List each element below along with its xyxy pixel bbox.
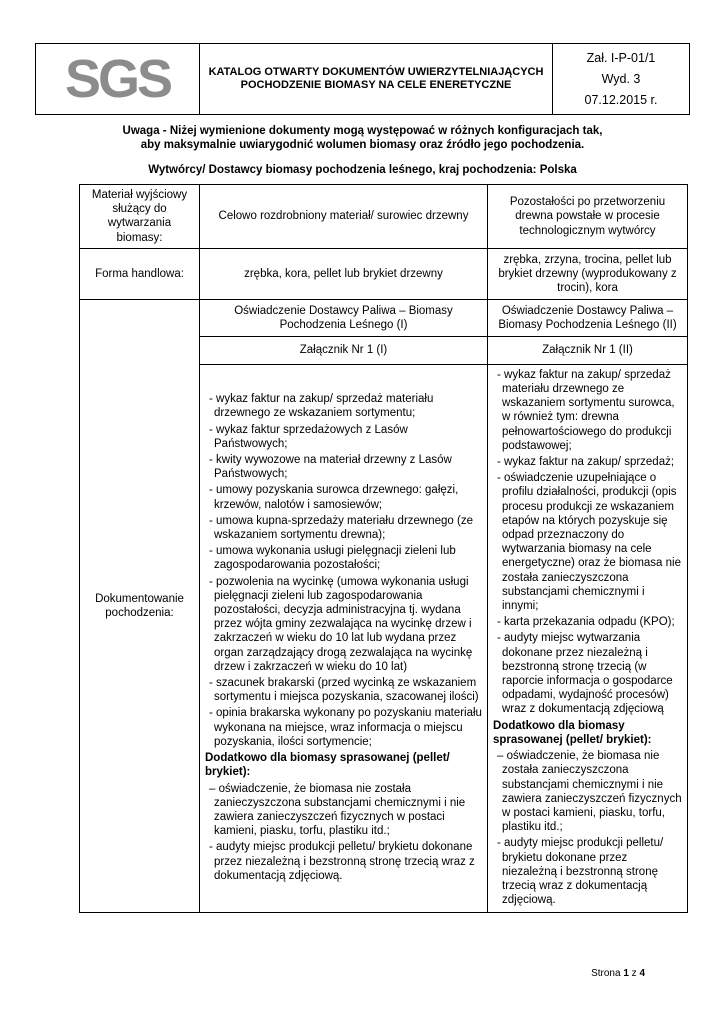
list-item: - wykaz faktur sprzedażowych z Lasów Państwowych;	[209, 423, 408, 450]
page-current: 1	[623, 968, 629, 979]
note-line-2: aby maksymalnie uwiarygodnić wolumen biomasy oraz źródło jego pochodzenia.	[140, 139, 585, 151]
document-sublist	[205, 782, 482, 883]
list-item: - audyty miejsc produkcji pelletu/ brykietu dokonane przez niezależną i bezstronną stronę trzecią wraz z dokumentacją zdjęciową.	[209, 841, 475, 882]
page-number	[591, 968, 645, 979]
document-list	[205, 392, 482, 749]
list-item: - wykaz faktur na zakup/ sprzedaż;	[497, 456, 675, 469]
document-sublist	[493, 749, 682, 907]
note	[40, 124, 685, 152]
list-item: - wykaz faktur na zakup/ sprzedaż materiału drzewnego ze wskazaniem sortymentu surowca, w również tym: drewna pełnowartościowego do produkcji podstawowej;	[497, 368, 675, 452]
list-item: - szacunek brakarski (przed wycinką ze wskazaniem sortymentu i miejsca pozyskania, szacowanej ilości)	[209, 677, 479, 704]
table-row	[80, 299, 688, 336]
list-item: – oświadczenie, że biomasa nie została zanieczyszczona substancjami chemicznymi i nie zawiera zanieczyszczeń fizycznych w postaci kamieni, piasku, torfu, plastiku itd.;	[497, 750, 682, 834]
list-item: - umowa kupna-sprzedaży materiału drzewnego (ze wskazaniem sortymentu drewna);	[209, 514, 473, 542]
table-row	[80, 248, 688, 299]
document-meta	[553, 44, 689, 114]
document-date: 07.12.2015 r.	[584, 93, 658, 108]
annex-cell: Załącznik Nr 1 (II)	[488, 336, 688, 364]
sgs-logo: SGS	[64, 49, 171, 109]
table-cell: zrębka, kora, pellet lub brykiet drzewny	[200, 248, 488, 299]
document-ref: Zał. I-P-01/1	[586, 50, 656, 65]
list-item: - wykaz faktur na zakup/ sprzedaż materiału drzewnego ze wskazaniem sortymentu;	[209, 393, 434, 420]
page-prefix: Strona	[591, 968, 621, 979]
documents-table	[79, 184, 688, 913]
list-item: - umowa wykonania usługi pielęgnacji zieleni lub zagospodarowania pozostałości;	[209, 545, 456, 572]
note-line-1: Uwaga - Niżej wymienione dokumenty mogą występować w różnych konfiguracjach tak,	[122, 125, 603, 137]
document-edition: Wyd. 3	[601, 71, 641, 86]
annex-cell: Załącznik Nr 1 (I)	[200, 336, 488, 364]
declaration-cell: Oświadczenie Dostawcy Paliwa – Biomasy Pochodzenia Leśnego (II)	[488, 299, 688, 336]
row-label: Forma handlowa:	[80, 248, 200, 299]
documents-list-cell	[200, 364, 488, 913]
subtitle: Wytwórcy/ Dostawcy biomasy pochodzenia leśnego, kraj pochodzenia: Polska	[148, 164, 577, 176]
subsection-heading: Dodatkowo dla biomasy sprasowanej (pellet/ brykiet):	[493, 719, 652, 746]
subsection-heading: Dodatkowo dla biomasy sprasowanej (pellet/ brykiet):	[205, 752, 450, 779]
list-item: - audyty miejsc wytwarzania dokonane przez niezależną i bezstronną stronę trzecią (w raporcie informacja o gospodarce odpadami, wydajność procesów) wraz z dokumentacją zdjęciową	[497, 632, 673, 716]
row-label: Dokumentowanie pochodzenia:	[80, 299, 200, 913]
list-item: - audyty miejsc produkcji pelletu/ brykietu dokonane przez niezależną i bezstronną stronę trzecią wraz z dokumentacją zdjęciową.	[497, 837, 664, 907]
logo-cell	[36, 44, 200, 114]
list-item: - kwity wywozowe na materiał drzewny z Lasów Państwowych;	[209, 454, 452, 481]
declaration-cell: Oświadczenie Dostawcy Paliwa – Biomasy Pochodzenia Leśnego (I)	[200, 299, 488, 336]
table-row	[80, 185, 688, 249]
document-list	[493, 368, 682, 717]
page-total: 4	[639, 968, 645, 979]
list-item: - karta przekazania odpadu (KPO);	[497, 616, 675, 629]
documents-list-cell	[488, 364, 688, 913]
row-label: Materiał wyjściowy służący do wytwarzania biomasy:	[80, 185, 200, 249]
table-cell: zrębka, zrzyna, trocina, pellet lub brykiet drzewny (wyprodukowany z trocin), kora	[488, 248, 688, 299]
list-item: – oświadczenie, że biomasa nie została zanieczyszczona substancjami chemicznymi i nie zawiera zanieczyszczeń fizycznych w postaci kamieni, piasku, torfu, plastiku itd.;	[209, 782, 466, 838]
page-separator: z	[631, 968, 637, 979]
list-item: - opinia brakarska wykonany po pozyskaniu materiału wykonana na miejsce, wraz informacja o miejscu pozyskania, ilości sortymencie;	[209, 707, 482, 748]
list-item: - pozwolenia na wycinkę (umowa wykonania usługi pielęgnacji zieleni lub zagospodarowania pozostałości, decyzja administracyjna tj. wydana przez wójta gminy zezwalająca na wycinkę drzew i zakrzaczeń w wieku do 10 lat lub wydana przez organ zarządzający drogą zezwalająca na wycinkę drzew i zakrzaczeń w wieku do 10 lat)	[209, 575, 473, 673]
list-item: - oświadczenie uzupełniające o profilu działalności, produkcji (opis procesu produkcji ze wskazaniem etapów na których pozyskuje się odpad przeznaczony do wytwarzania biomasy na cele energetyczne) oraz że biomasa nie została zanieczyszczona substancjami chemicznymi i innymi;	[497, 472, 681, 613]
list-item: - umowy pozyskania surowca drzewnego: gałęzi, krzewów, nalotów i samosiewów;	[209, 484, 459, 511]
table-cell: Pozostałości po przetworzeniu drewna powstałe w procesie technologicznym wytwórcy	[488, 185, 688, 249]
table-cell: Celowo rozdrobniony materiał/ surowiec drzewny	[200, 185, 488, 249]
document-header	[35, 43, 690, 115]
document-title: KATALOG OTWARTY DOKUMENTÓW UWIERZYTELNIAJĄCYCH POCHODZENIE BIOMASY NA CELE ENERETYCZNE	[200, 44, 553, 114]
